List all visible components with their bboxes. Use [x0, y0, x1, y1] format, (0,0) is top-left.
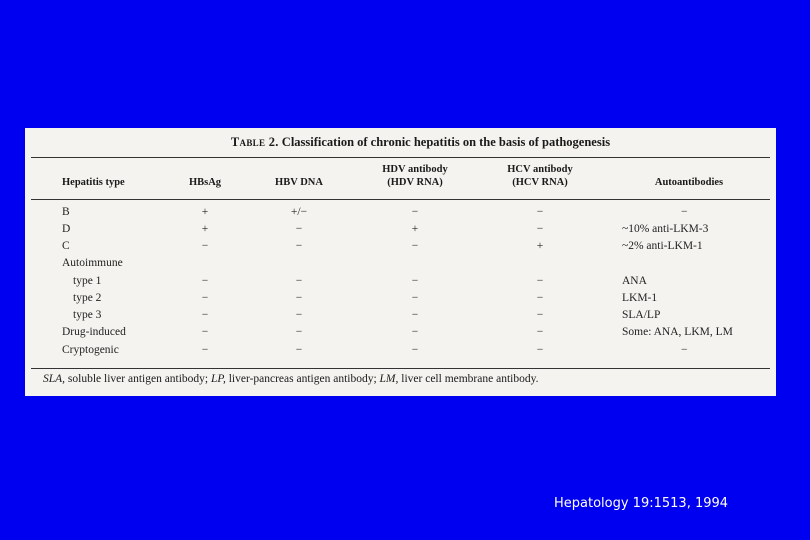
- footnote-lp-abbr: LP,: [211, 373, 226, 385]
- row-type1-hdv: −: [411, 275, 419, 287]
- row-d-hcv: −: [536, 223, 544, 235]
- row-cryptogenic-hcv: −: [536, 344, 544, 356]
- table-title: [25, 135, 776, 150]
- table-footnote: [43, 373, 538, 385]
- header-hcv-antibody: [495, 163, 585, 189]
- row-type2-auto: LKM-1: [622, 292, 658, 304]
- header-hdv-line2: (HDV RNA): [387, 177, 443, 188]
- row-type2-hdv: −: [411, 292, 419, 304]
- header-hcv-line1: HCV antibody: [507, 164, 573, 175]
- header-hdv-line1: HDV antibody: [382, 164, 448, 175]
- row-c-hbvdna: −: [295, 240, 303, 252]
- row-type3-hdv: −: [411, 309, 419, 321]
- row-c-type: C: [62, 240, 70, 252]
- row-b-type: B: [62, 206, 70, 218]
- header-hbsag: HBsAg: [188, 177, 222, 188]
- row-type1-type: type 1: [73, 275, 102, 287]
- row-autoimmune-type: Autoimmune: [62, 257, 123, 269]
- row-type2-hbvdna: −: [295, 292, 303, 304]
- row-type2-hcv: −: [536, 292, 544, 304]
- header-autoantibodies: Autoantibodies: [654, 177, 724, 188]
- footnote-lm-def: liver cell membrane antibody.: [398, 373, 539, 385]
- row-drug-induced-hdv: −: [411, 326, 419, 338]
- row-type1-hbvdna: −: [295, 275, 303, 287]
- row-type1-hbsag: −: [201, 275, 209, 287]
- row-d-type: D: [62, 223, 71, 235]
- row-cryptogenic-hdv: −: [411, 344, 419, 356]
- row-cryptogenic-hbsag: −: [201, 344, 209, 356]
- row-type3-type: type 3: [73, 309, 102, 321]
- row-b-hbvdna: +/−: [290, 206, 308, 218]
- row-b-auto: −: [681, 206, 688, 218]
- row-c-hbsag: −: [201, 240, 209, 252]
- row-d-hbsag: +: [201, 223, 209, 235]
- row-cryptogenic-auto: −: [681, 344, 688, 356]
- row-type3-auto: SLA/LP: [622, 309, 661, 321]
- row-drug-induced-type: Drug-induced: [62, 326, 126, 338]
- header-hbv-dna: HBV DNA: [275, 177, 323, 188]
- row-d-hdv: +: [411, 223, 419, 235]
- row-cryptogenic-type: Cryptogenic: [62, 344, 119, 356]
- row-d-auto: ~10% anti-LKM-3: [622, 223, 709, 235]
- header-hcv-line2: (HCV RNA): [512, 177, 568, 188]
- row-drug-induced-hbvdna: −: [295, 326, 303, 338]
- row-drug-induced-hbsag: −: [201, 326, 209, 338]
- citation: Hepatology 19:1513, 1994: [554, 496, 729, 511]
- row-c-hdv: −: [411, 240, 419, 252]
- row-type1-auto: ANA: [622, 275, 647, 287]
- row-type3-hbvdna: −: [295, 309, 303, 321]
- table-number: Table 2.: [230, 135, 279, 149]
- footnote-lm-abbr: LM,: [379, 373, 399, 385]
- header-hdv-antibody: [370, 163, 460, 189]
- bottom-rule: [31, 368, 770, 369]
- row-drug-induced-auto: Some: ANA, LKM, LM: [622, 326, 733, 338]
- row-type3-hcv: −: [536, 309, 544, 321]
- footnote-sla-abbr: SLA,: [43, 373, 66, 385]
- row-type2-hbsag: −: [201, 292, 209, 304]
- row-cryptogenic-hbvdna: −: [295, 344, 303, 356]
- top-rule: [31, 157, 770, 158]
- table-caption: Classification of chronic hepatitis on the basis of pathogenesis: [281, 135, 611, 149]
- row-b-hdv: −: [411, 206, 419, 218]
- row-type2-type: type 2: [73, 292, 102, 304]
- row-c-hcv: +: [536, 240, 544, 252]
- row-type3-hbsag: −: [201, 309, 209, 321]
- row-drug-induced-hcv: −: [536, 326, 544, 338]
- row-b-hcv: −: [536, 206, 544, 218]
- row-d-hbvdna: −: [295, 223, 303, 235]
- row-b-hbsag: +: [201, 206, 209, 218]
- table-scan: [25, 128, 776, 396]
- header-hepatitis-type: Hepatitis type: [62, 177, 125, 188]
- header-rule: [31, 199, 770, 200]
- row-type1-hcv: −: [536, 275, 544, 287]
- row-c-auto: ~2% anti-LKM-1: [622, 240, 703, 252]
- footnote-lp-def: liver-pancreas antigen antibody;: [225, 373, 380, 385]
- footnote-sla-def: soluble liver antigen antibody;: [65, 373, 212, 385]
